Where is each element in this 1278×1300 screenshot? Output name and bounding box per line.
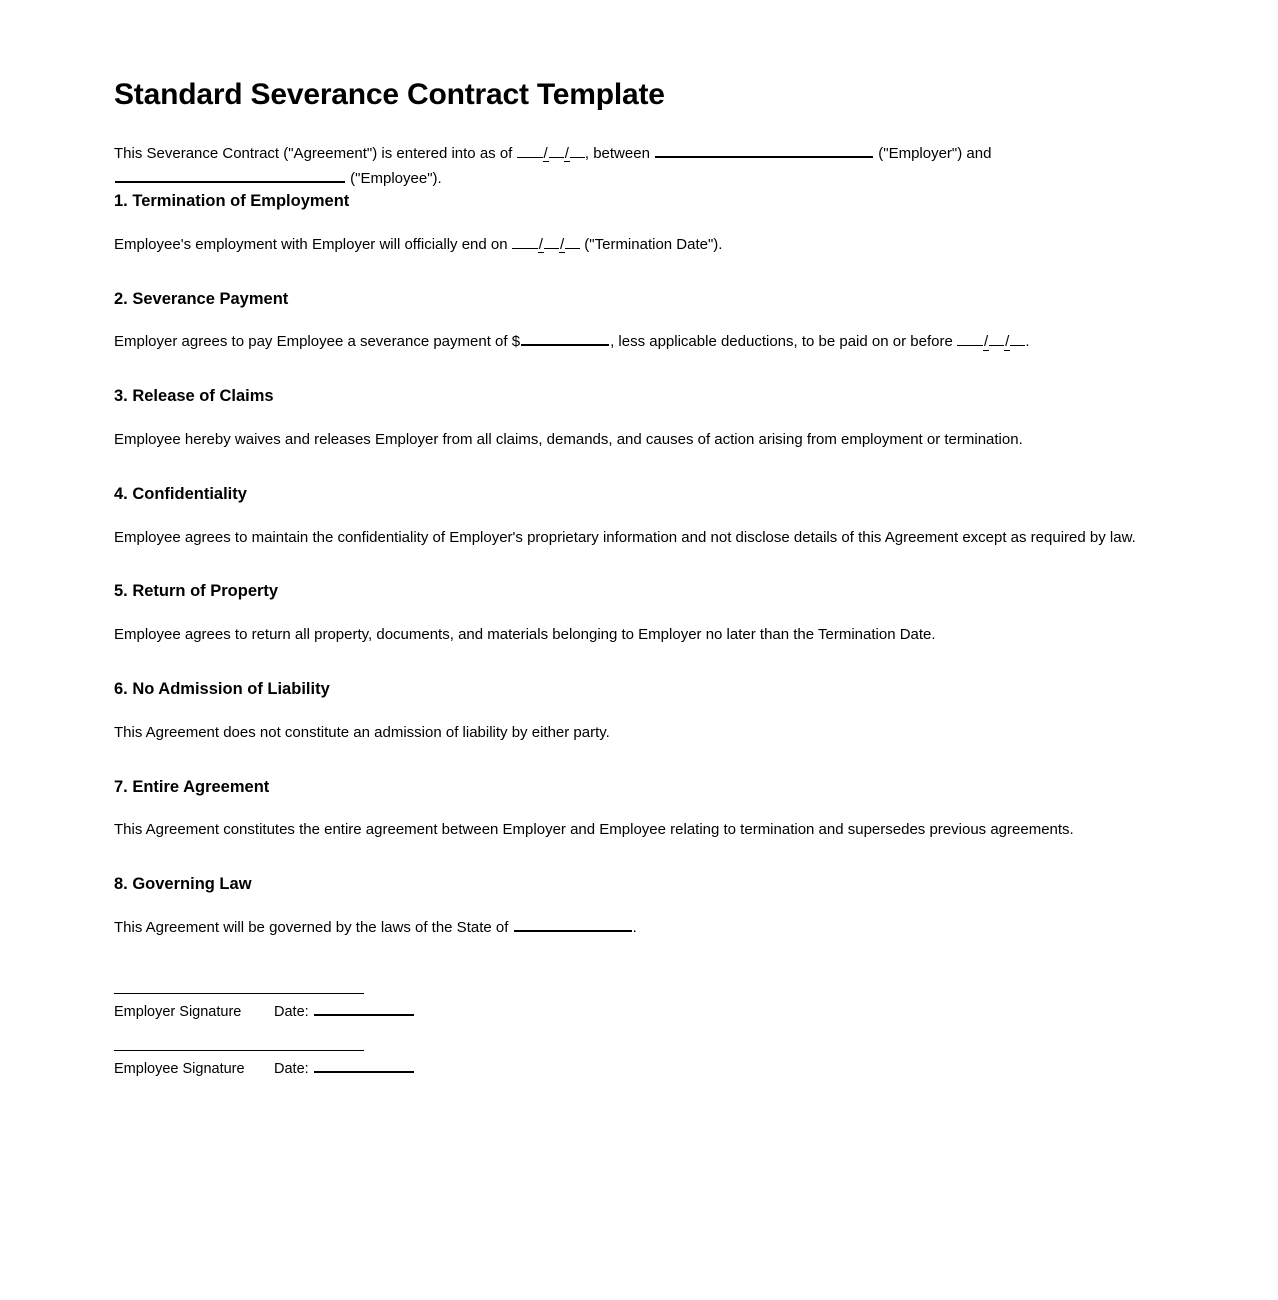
section-7-body: This Agreement constitutes the entire agreement between Employer and Employee relating to termination and supersedes previous agreements. xyxy=(114,821,1074,839)
section-8-heading: 8. Governing Law xyxy=(114,875,252,894)
employee-signature-line[interactable] xyxy=(114,1050,364,1051)
employee-date-blank[interactable] xyxy=(314,1057,414,1073)
section-return-of-property xyxy=(114,582,1150,648)
section-termination-of-employment xyxy=(114,192,1150,258)
section-1-heading: 1. Termination of Employment xyxy=(114,192,350,211)
termination-year-blank[interactable] xyxy=(565,234,580,249)
intro-text-part1: This Severance Contract ("Agreement") is entered into as of xyxy=(114,144,513,162)
payment-day-blank[interactable] xyxy=(989,331,1004,346)
payment-month-blank[interactable] xyxy=(957,331,983,346)
employee-signature-label: Employee Signature xyxy=(114,1060,245,1077)
signature-block xyxy=(114,993,1150,1079)
employee-name-blank[interactable] xyxy=(115,167,345,183)
section-5-body: Employee agrees to return all property, documents, and materials belonging to Employer no later than the Termination Date. xyxy=(114,626,936,644)
employer-signature-group xyxy=(114,993,1150,1022)
severance-amount-blank[interactable] xyxy=(521,330,609,346)
intro-text-part4: ("Employee"). xyxy=(350,170,442,188)
section-2-heading: 2. Severance Payment xyxy=(114,289,289,308)
section-8-text-part1: This Agreement will be governed by the laws of the State of xyxy=(114,919,509,937)
employer-date-blank[interactable] xyxy=(314,1000,414,1016)
payment-slash-2: / xyxy=(1005,333,1010,351)
date-slash-1: / xyxy=(543,144,548,162)
employee-signature-group xyxy=(114,1050,1150,1079)
agreement-date-blank[interactable] xyxy=(517,141,585,167)
employer-signature-line[interactable] xyxy=(114,993,364,994)
payment-slash-1: / xyxy=(983,333,989,351)
section-2-text-part2: , less applicable deductions, to be paid on or before xyxy=(610,333,953,351)
page-title: Standard Severance Contract Template xyxy=(114,78,665,111)
date-slash-2: / xyxy=(564,144,569,162)
section-release-of-claims xyxy=(114,387,1150,453)
date-day-blank[interactable] xyxy=(549,142,564,157)
termination-date-blank[interactable] xyxy=(512,232,580,258)
section-no-admission-of-liability xyxy=(114,680,1150,746)
employer-signature-label: Employer Signature xyxy=(114,1003,242,1020)
section-6-heading: 6. No Admission of Liability xyxy=(114,680,330,699)
termination-slash-2: / xyxy=(559,235,565,253)
employer-name-blank[interactable] xyxy=(655,141,873,157)
section-governing-law xyxy=(114,875,1150,941)
employee-date-label: Date: xyxy=(274,1060,309,1077)
payment-year-blank[interactable] xyxy=(1010,331,1025,346)
section-severance-payment xyxy=(114,290,1150,356)
termination-month-blank[interactable] xyxy=(512,234,538,249)
section-entire-agreement xyxy=(114,778,1150,844)
section-1-text-part2: ("Termination Date"). xyxy=(584,235,723,253)
section-2-text-part3: . xyxy=(1025,333,1030,351)
section-7-heading: 7. Entire Agreement xyxy=(114,777,270,796)
employer-date-label: Date: xyxy=(274,1003,309,1020)
date-year-blank[interactable] xyxy=(570,142,585,157)
section-4-heading: 4. Confidentiality xyxy=(114,484,247,503)
intro-text-part2: , between xyxy=(584,144,650,162)
governing-state-blank[interactable] xyxy=(514,916,632,932)
employer-signature-row xyxy=(114,1000,1150,1022)
date-month-blank[interactable] xyxy=(517,142,543,157)
section-8-body xyxy=(114,915,1150,941)
termination-slash-1: / xyxy=(538,235,543,253)
intro-paragraph xyxy=(114,141,1150,193)
section-1-body xyxy=(114,232,1150,258)
section-3-body: Employee hereby waives and releases Employer from all claims, demands, and causes of action arising from employment or termination. xyxy=(114,431,1023,449)
section-2-text-part1: Employer agrees to pay Employee a severance payment of $ xyxy=(114,333,521,351)
intro-text-part3: ("Employer") and xyxy=(878,144,992,162)
section-8-text-part2: . xyxy=(632,919,637,937)
section-3-heading: 3. Release of Claims xyxy=(114,387,274,406)
section-1-text-part1: Employee's employment with Employer will officially end on xyxy=(114,235,508,253)
termination-day-blank[interactable] xyxy=(544,234,559,249)
employee-signature-row xyxy=(114,1057,1150,1079)
section-2-body xyxy=(114,329,1150,355)
payment-date-blank[interactable] xyxy=(957,329,1025,355)
section-4-body: Employee agrees to maintain the confidentiality of Employer's proprietary information and not disclose details of this Agreement except as required by law. xyxy=(114,528,1136,546)
section-5-heading: 5. Return of Property xyxy=(114,582,279,601)
section-6-body: This Agreement does not constitute an admission of liability by either party. xyxy=(114,723,610,741)
section-confidentiality xyxy=(114,485,1150,551)
